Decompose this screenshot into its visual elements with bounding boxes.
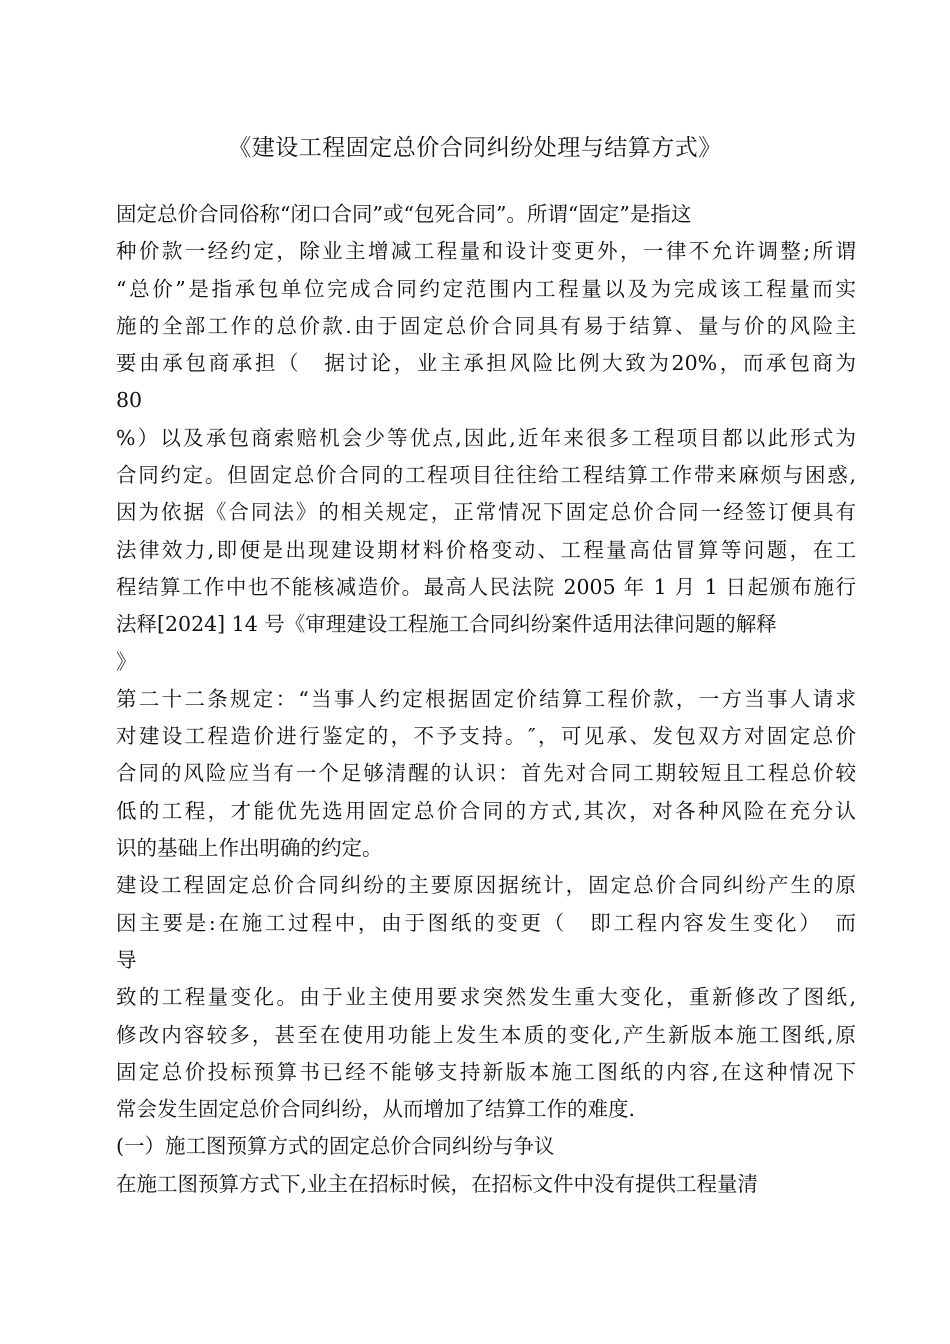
paragraph-line: 因为依据《合同法》的相关规定，正常情况下固定总价合同一经签订便具有 [116,500,856,525]
paragraph-line: 识的基础上作出明确的约定。 [116,836,383,861]
paragraph-line: 法释[2024] 14 号《审理建设工程施工合同纠纷案件适用法律问题的解释 [116,612,777,637]
paragraph-line: “总价”是指承包单位完成合同约定范围内工程量以及为完成该工程量而实 [116,276,856,301]
paragraph-line: 在施工图预算方式下,业主在招标时候，在招标文件中没有提供工程量清 [116,1171,759,1196]
paragraph-line: 修改内容较多，甚至在使用功能上发生本质的变化,产生新版本施工图纸,原 [116,1022,856,1047]
paragraph-line: 第二十二条规定：“当事人约定根据固定价结算工程价款，一方当事人请求 [116,686,856,711]
paragraph-line: 低的工程，才能优先选用固定总价合同的方式,其次，对各种风险在充分认 [116,798,856,823]
paragraph-line: 常会发生固定总价合同纠纷，从而增加了结算工作的难度. [116,1097,636,1122]
paragraph-line: 对建设工程造价进行鉴定的，不予支持。″，可见承、发包双方对固定总价 [116,724,856,749]
document-body [116,196,856,1203]
paragraph-line: 种价款一经约定，除业主增减工程量和设计变更外，一律不允许调整;所谓 [116,239,856,264]
paragraph-line: 程结算工作中也不能核减造价。最高人民法院 2005 年 1 月 1 日起颁布施行 [116,574,856,599]
paragraph-line: 施的全部工作的总价款.由于固定总价合同具有易于结算、量与价的风险主 [116,313,856,338]
paragraph-line: 导 [116,947,137,972]
paragraph-line: (一）施工图预算方式的固定总价合同纠纷与争议 [116,1134,555,1159]
paragraph-line: 合同约定。但固定总价合同的工程项目往往给工程结算工作带来麻烦与困惑, [116,463,856,488]
paragraph-line: 80 [116,388,143,413]
paragraph-line: 固定总价合同俗称“闭口合同”或“包死合同”。所谓“固定”是指这 [116,202,692,226]
paragraph-line: 法律效力,即便是出现建设期材料价格变动、工程量高估冒算等问题，在工 [116,537,856,562]
paragraph-line: 合同的风险应当有一个足够清醒的认识：首先对合同工期较短且工程总价较 [116,761,856,786]
paragraph-line: 要由承包商承担（ 据讨论，业主承担风险比例大致为20%，而承包商为 [116,351,856,376]
document-title: 《建设工程固定总价合同纠纷处理与结算方式》 [228,135,722,161]
paragraph-line: 固定总价投标预算书已经不能够支持新版本施工图纸的内容,在这种情况下 [116,1059,856,1084]
paragraph-line: %）以及承包商索赔机会少等优点,因此,近年来很多工程项目都以此形式为 [116,425,856,450]
paragraph-line: 建设工程固定总价合同纠纷的主要原因据统计，固定总价合同纠纷产生的原 [116,873,856,898]
paragraph-line: 》 [116,649,137,674]
paragraph-line: 因主要是:在施工过程中，由于图纸的变更（ 即工程内容发生变化） 而 [116,910,856,935]
paragraph-line: 致的工程量变化。由于业主使用要求突然发生重大变化，重新修改了图纸, [116,985,856,1010]
